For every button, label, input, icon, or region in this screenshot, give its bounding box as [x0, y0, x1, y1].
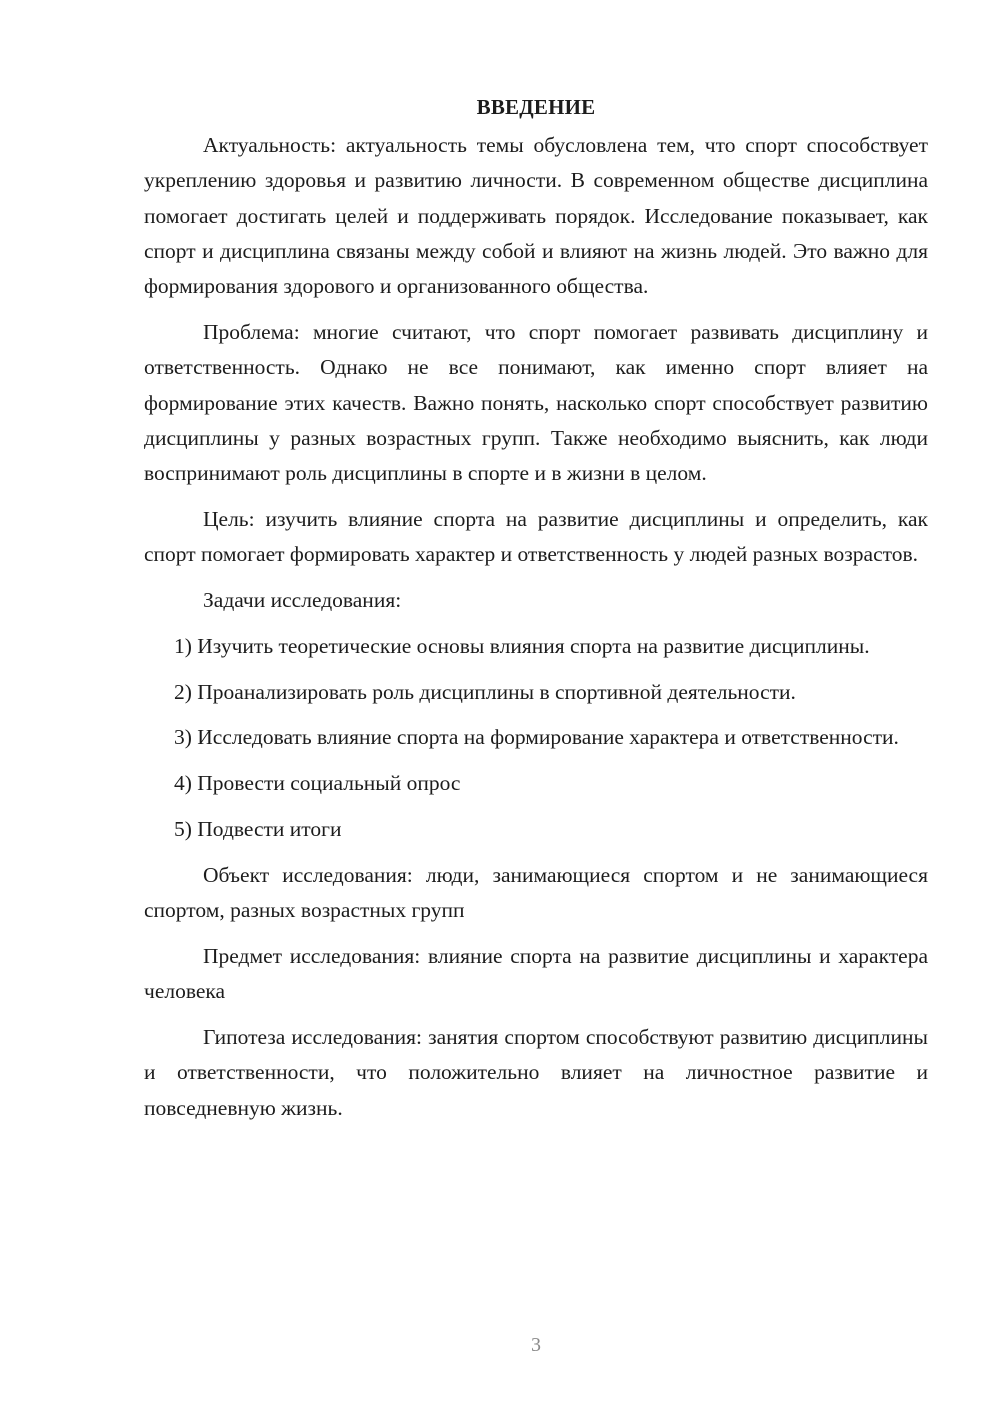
task-item-2: 2) Проанализировать роль дисциплины в спортивной деятельности. [174, 679, 796, 704]
task-item-3: 3) Исследовать влияние спорта на формирование характера и ответственности. [174, 725, 899, 750]
task-item-4: 4) Провести социальный опрос [174, 771, 461, 796]
paragraph-tasks-heading: Задачи исследования: [203, 588, 402, 613]
paragraph-problem: Проблема: многие считают, что спорт помогает развивать дисциплину и ответственность. Однако не все понимают, как именно спорт влияет на формирование этих качеств. Важно понять, насколько спорт способствует развитию дисциплины у разных возрастных групп. Также необходимо выяснить, как люди воспринимают роль дисциплины в спорте и в жизни в целом. [144, 319, 928, 486]
page-number: 3 [531, 1334, 541, 1356]
paragraph-relevance: Актуальность: актуальность темы обусловлена тем, что спорт способствует укреплению здоровья и развитию личности. В современном обществе дисциплина помогает достигать целей и поддерживать порядок. Исследование показывает, как спорт и дисциплина связаны между собой и влияют на жизнь людей. Это важно для формирования здорового и организованного общества. [144, 133, 928, 299]
document-page [144, 92, 928, 1136]
paragraph-hypothesis: Гипотеза исследования: занятия спортом способствуют развитию дисциплины и ответственности, что положительно влияет на личностное развитие и повседневную жизнь. [144, 1025, 928, 1120]
paragraph-goal: Цель: изучить влияние спорта на развитие дисциплины и определить, как спорт помогает формировать характер и ответственность у людей разных возрастов. [144, 506, 928, 567]
task-item-5: 5) Подвести итоги [174, 817, 342, 842]
paragraph-object: Объект исследования: люди, занимающиеся спортом и не занимающиеся спортом, разных возрастных групп [144, 862, 928, 923]
page-title: ВВЕДЕНИЕ [476, 95, 596, 119]
task-item-1: 1) Изучить теоретические основы влияния спорта на развитие дисциплины. [174, 633, 870, 658]
paragraph-subject: Предмет исследования: влияние спорта на развитие дисциплины и характера человека [144, 943, 928, 1004]
